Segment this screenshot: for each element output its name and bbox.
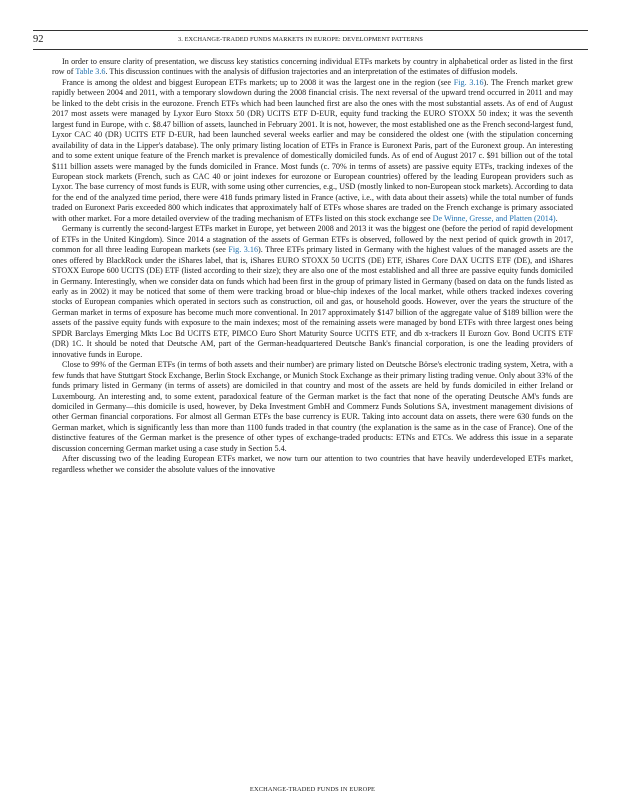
- text-span: In order to ensure clarity of presentation, we discuss key statistics concerning individual ETFs markets by country in alphabetical order as listed in the first row of: [52, 57, 573, 77]
- paragraph-germany-listing: [52, 360, 573, 454]
- link-de-winne-2014[interactable]: De Winne, Gresse, and Platten (2014): [432, 213, 556, 223]
- body-text: [52, 57, 573, 475]
- paragraph-transition: [52, 454, 573, 475]
- text-span: After discussing two of the leading European ETFs market, we now turn our attention to two countries that have heavily underdeveloped ETFs market, regardless whether we consider the absolute values of the innovative: [52, 454, 573, 474]
- text-span: ). The French market grew rapidly between 2004 and 2011, with a temporary slowdown during the 2008 financial crisis. The next reversal of the upward trend occurred in 2011 and may be linked to the debt crisis in the eurozone. French ETFs which had been launched first are also the ones with the most substantial assets. As of end of August 2017 most assets were managed by Lyxor Euro Stoxx 50 (DR) UCITS ETF D-EUR, equity fund tracking the EURO STOXX 50 index; it was the seventh largest fund in Europe, with c. $8.47 billion of assets, launched in February 2001. It is not, however, the most established one as the French second-largest fund, Lyxor CAC 40 (DR) UCITS ETF D-EUR, had been launched several weeks earlier and may be considered the oldest one (with the stipulation concerning availability of data in the Lipper's database). The only primary listing location of ETFs in France is Euronext Paris, part of the Euronext group. An interesting and to some extent unique feature of the French market is prevalence of domestically domiciled funds. As of end of August 2017 c. $91 billion out of the total $111 billion assets were managed by the funds domiciled in France. Most funds (c. 70% in terms of assets) are passive equity ETFs, tracking indexes of the European stock markets (French, such as CAC 40 or joint indexes for eurozone or European countries) offered by the leading European providers such as Lyxor. The base currency of most funds is EUR, with some using other currencies, e.g., USD (mostly linked to non-European stock markets). According to data for the end of the analyzed time period, there were 418 funds primary listed in France (active, i.e., with data about their assets) while the total number of funds traded on Euronext Paris exceeded 800 which indicates that approximately half of ETFs whose shares are traded on the French exchange is primary associated with other market. For a more detailed overview of the trading mechanism of ETFs listed on this stock exchange see: [52, 77, 573, 223]
- text-span: France is among the oldest and biggest European ETFs markets; up to 2008 it was the largest one in the region (see: [62, 77, 454, 87]
- top-rule: [33, 30, 588, 31]
- page-header: [33, 34, 588, 48]
- text-span: Close to 99% of the German ETFs (in terms of both assets and their number) are primary listed on Deutsche Börse's electronic trading system, Xetra, with a few funds that have Stuttgart Stock Exchange, Berlin Stock Exchange, or Munich Stock Exchange as their primary listing trading venue. Only about 33% of the funds primary listed in Germany (in terms of assets) are domiciled in that country and most of the assets are held by funds domiciled in either Ireland or Luxembourg. An interesting and, to some extent, paradoxical feature of the German market is the fact that none of the operating Deutsche AM's funds are domiciled in Germany—this domicile is used, however, by Deka Investment GmbH and Commerz Funds Solutions SA, investment management divisions of other German financial corporations. For almost all German ETFs the base currency is EUR. Taking into account data on assets, there were 630 funds on the German market, which is significantly less than more than 1100 funds traded in that country (the explanation is the same as in the case of France). One of the distinctive features of the German market is the presence of other types of exchange-traded products: ETNs and ETCs. We address this issue in a separate discussion concerning German market using a case study in Section 5.4.: [52, 360, 573, 453]
- text-span: ). Three ETFs primary listed in Germany with the highest values of the managed assets are the ones offered by BlackRock under the iShares label, that is, iShares EURO STOXX 50 UCITS (DE) ETF, iShares Core DAX UCITS ETF (DE), and iShares STOXX Europe 600 UCITS (DE) ETF (listed according to their size); they are also one of the most established and all three are passive equity funds domiciled in Germany. Interestingly, when we consider data on funds which had been first in the group of primary listed in Germany (based on data on the funds listed as early as in 2002) it may be noticed that some of them were tracking broad or blue-chip indexes of the local market, while others tracked indexes covering stocks of European companies which operated in sectors such as construction, oil and gas, or household goods. However, over the years the structure of the German market in terms of exposure has become much more conventional. In 2017 approximately $147 billion of the aggregate value of $189 billion were the assets of the passive equity funds with exposure to the main indexes; most of the remaining assets were managed by bond ETFs with three largest ones being SPDR Barclays Emerging Mkts Loc Bd UCITS ETF, PIMCO Euro Short Maturity Source UCITS ETF, and db x-trackers II Eurozn Gov. Bond UCITS ETF (DR) 1C. It should be noted that Deutsche AM, part of the German-headquartered Deutsche Bank's financial corporation, is one the leading providers of innovative funds in Europe.: [52, 245, 573, 359]
- link-fig-3-16[interactable]: Fig. 3.16: [453, 77, 484, 87]
- running-head: 3. EXCHANGE-TRADED FUNDS MARKETS IN EUROPE: DEVELOPMENT PATTERNS: [178, 36, 423, 43]
- paragraph-france: [52, 78, 573, 224]
- link-table-3-6[interactable]: Table 3.6: [75, 67, 106, 77]
- link-fig-3-16[interactable]: Fig. 3.16: [228, 245, 259, 255]
- text-span: . This discussion continues with the analysis of diffusion trajectories and an interpretation of the estimates of diffusion models.: [105, 67, 518, 77]
- paragraph-intro: [52, 57, 573, 78]
- page-number: 92: [33, 34, 44, 45]
- header-rule: [33, 49, 588, 50]
- text-span: .: [555, 213, 558, 223]
- text-span: Germany is currently the second-largest ETFs market in Europe, yet between 2008 and 2013 it was the biggest one (before the period of rapid development of ETFs in the United Kingdom). Since 2014 a stagnation of the assets of German ETFs is observed, followed by the next period of quick growth in 2017, common for all three leading European markets (see: [52, 224, 573, 255]
- page-footer: EXCHANGE-TRADED FUNDS IN EUROPE: [249, 786, 376, 793]
- paragraph-germany: [52, 224, 573, 360]
